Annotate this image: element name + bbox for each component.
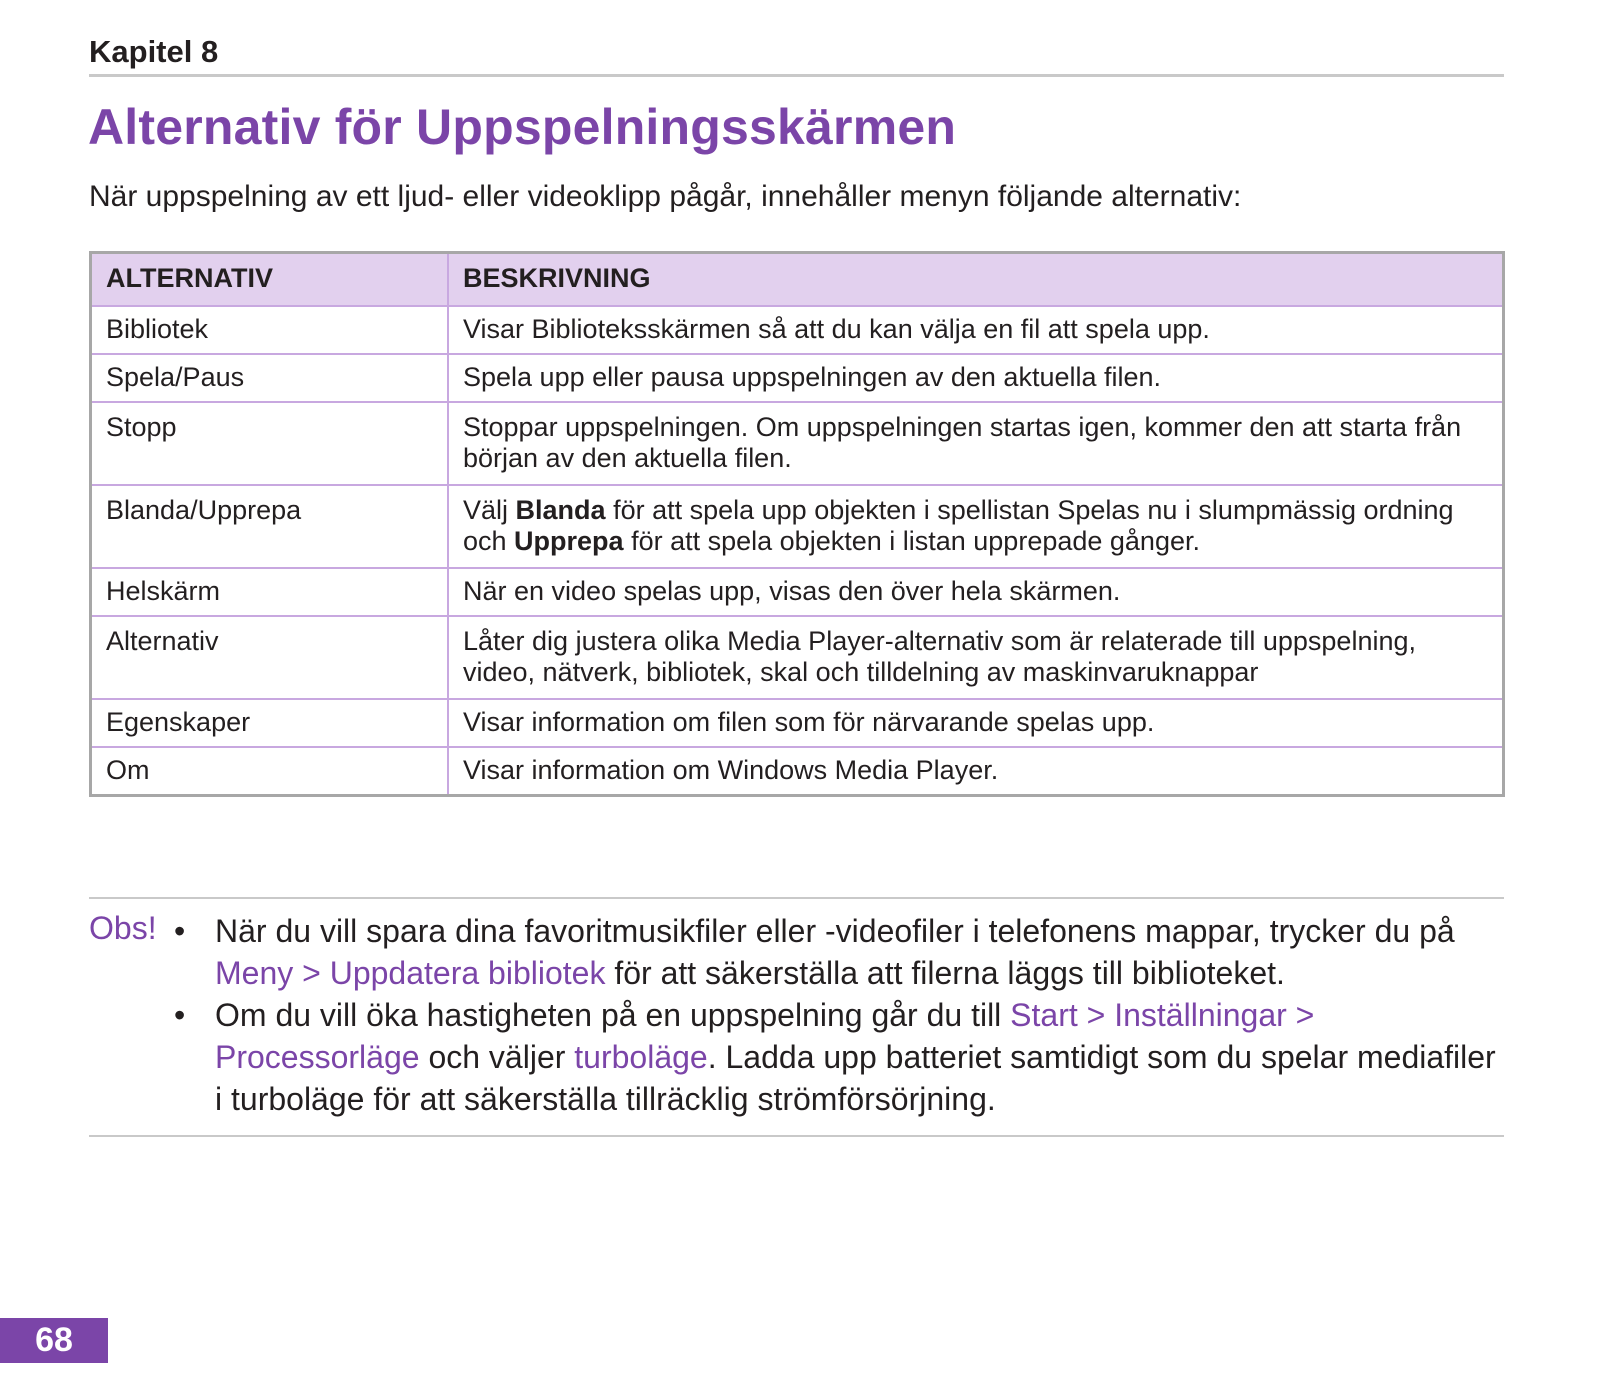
- option-description: Spela upp eller pausa uppspelningen av den aktuella filen.: [448, 354, 1504, 402]
- table-row: [91, 699, 1504, 747]
- table-header-row: [91, 253, 1504, 307]
- column-header-option: ALTERNATIV: [91, 253, 449, 307]
- option-name: Helskärm: [91, 568, 449, 616]
- note-text: för att säkerställa att filerna läggs till biblioteket.: [605, 955, 1285, 991]
- page-title: Alternativ för Uppspelningsskärmen: [88, 99, 957, 155]
- option-name: Egenskaper: [91, 699, 449, 747]
- chapter-label: Kapitel 8: [89, 34, 219, 69]
- table-row: [91, 306, 1504, 354]
- table-row: [91, 402, 1504, 485]
- note-label: Obs!: [89, 910, 157, 946]
- note-text: och väljer: [419, 1039, 575, 1075]
- note-text: . Ladda upp batteriet samtidigt som du spelar mediafiler i turboläge för att säkerställa tillräcklig strömförsörjning.: [215, 1039, 1496, 1117]
- option-description: Visar information om filen som för närvarande spelas upp.: [448, 699, 1504, 747]
- note-text: Om du vill öka hastigheten på en uppspelning går du till: [215, 997, 1011, 1033]
- note-item: [170, 994, 1510, 1120]
- option-description: Stoppar uppspelningen. Om uppspelningen startas igen, kommer den att starta från början av den aktuella filen.: [448, 402, 1504, 485]
- description-text: för att spela upp objekten i spellistan Spelas nu i slumpmässig ordning och: [463, 495, 1454, 556]
- table-row: [91, 485, 1504, 568]
- option-name: Spela/Paus: [91, 354, 449, 402]
- bold-term-upprepa: Upprepa: [514, 526, 624, 556]
- option-name: Bibliotek: [91, 306, 449, 354]
- option-description: Visar Biblioteksskärmen så att du kan välja en fil att spela upp.: [448, 306, 1504, 354]
- column-header-description: BESKRIVNING: [448, 253, 1504, 307]
- intro-text: När uppspelning av ett ljud- eller videoklipp pågår, innehåller menyn följande alternativ:: [89, 180, 1242, 213]
- table-row: [91, 568, 1504, 616]
- note-item: [170, 910, 1510, 994]
- option-description: När en video spelas upp, visas den över hela skärmen.: [448, 568, 1504, 616]
- note-text: När du vill spara dina favoritmusikfiler eller -videofiler i telefonens mappar, trycker du på: [215, 913, 1455, 949]
- bullet-icon: •: [174, 997, 186, 1033]
- option-description: [448, 485, 1504, 568]
- option-name: Stopp: [91, 402, 449, 485]
- table-row: [91, 354, 1504, 402]
- menu-path-link: Start > Inställningar > Processorläge: [215, 997, 1315, 1075]
- page-number: 68: [0, 1318, 108, 1363]
- option-name: Om: [91, 747, 449, 796]
- bold-term-blanda: Blanda: [515, 495, 606, 525]
- note-list: [170, 910, 1510, 1120]
- table-row: [91, 616, 1504, 699]
- options-table: [89, 251, 1505, 797]
- note-divider-bottom: [89, 1135, 1504, 1137]
- description-text: för att spela objekten i listan upprepade gånger.: [623, 526, 1200, 556]
- menu-path-link: Meny > Uppdatera bibliotek: [215, 955, 606, 991]
- option-description: Låter dig justera olika Media Player-alternativ som är relaterade till uppspelning, video, nätverk, bibliotek, skal och tilldelning av maskinvaruknappar: [448, 616, 1504, 699]
- description-text: Välj: [463, 495, 516, 525]
- option-name: Blanda/Upprepa: [91, 485, 449, 568]
- bullet-icon: •: [174, 913, 186, 949]
- setting-link: turboläge: [574, 1039, 708, 1075]
- note-divider-top: [89, 897, 1504, 899]
- option-description: Visar information om Windows Media Player.: [448, 747, 1504, 796]
- chapter-divider: [89, 74, 1504, 77]
- table-row: [91, 747, 1504, 796]
- option-name: Alternativ: [91, 616, 449, 699]
